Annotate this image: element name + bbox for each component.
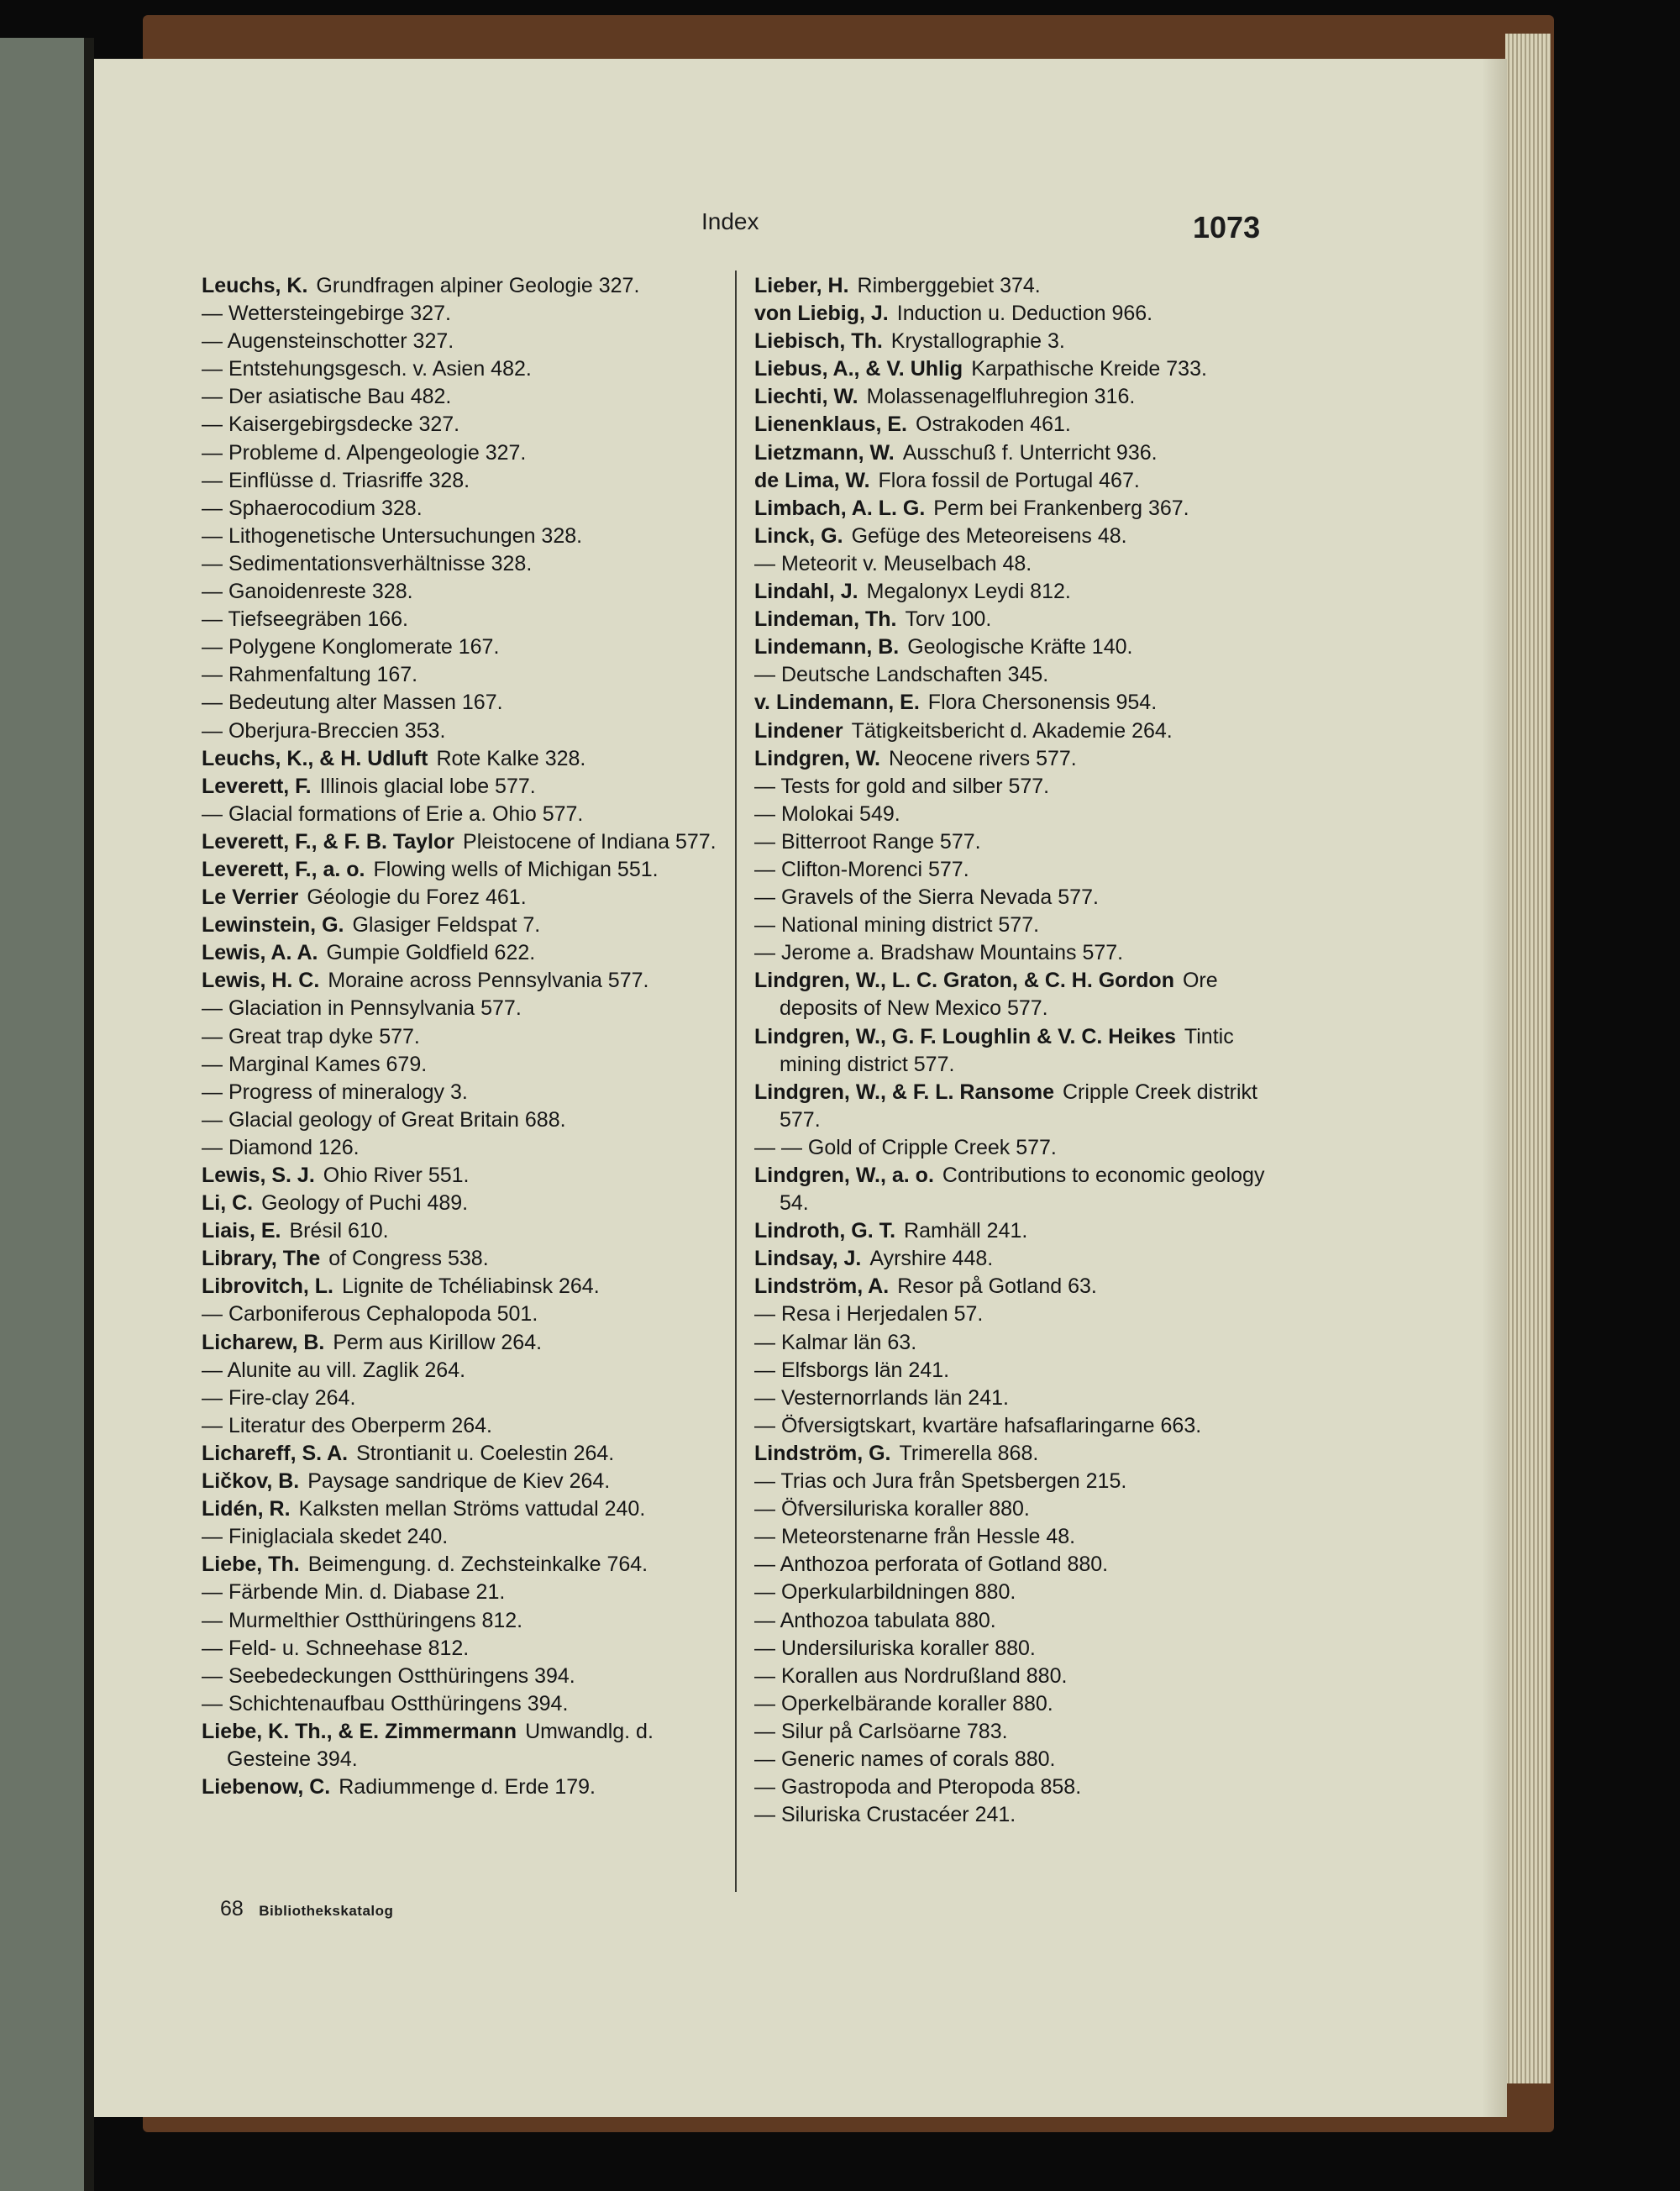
index-entry xyxy=(754,1746,1275,1773)
entry-title: — Great trap dyke 577. xyxy=(202,1024,420,1048)
entry-author: Liebe, K. Th., & E. Zimmermann xyxy=(202,1719,517,1743)
index-entry xyxy=(754,1300,1275,1328)
index-entry xyxy=(202,1079,722,1106)
entry-title: — Silur på Carlsöarne 783. xyxy=(754,1719,1008,1743)
index-entry xyxy=(202,1551,722,1579)
index-entry xyxy=(202,300,722,328)
entry-title: — Tests for gold and silber 577. xyxy=(754,774,1050,798)
index-entry xyxy=(754,1718,1275,1746)
index-entry xyxy=(202,355,722,383)
entry-title: — Wettersteingebirge 327. xyxy=(202,302,451,326)
entry-author: Lindgren, W. xyxy=(754,746,880,770)
index-entry xyxy=(202,661,722,689)
entry-author: Leverett, F., a. o. xyxy=(202,857,365,881)
entry-title: Megalonyx Leydi 812. xyxy=(866,580,1071,604)
index-entry xyxy=(754,1162,1275,1217)
entry-title: Umwandlg. d. Gesteine 394. xyxy=(227,1719,654,1771)
entry-author: Lewis, A. A. xyxy=(202,941,318,965)
index-entry xyxy=(202,1106,722,1134)
entry-title: — Molokai 549. xyxy=(754,801,900,826)
index-entry xyxy=(202,1579,722,1606)
entry-title: — Siluriska Crustacéer 241. xyxy=(754,1803,1016,1827)
entry-title: — Glacial formations of Erie a. Ohio 577. xyxy=(202,801,584,826)
index-entry xyxy=(202,912,722,939)
index-entry xyxy=(754,272,1275,300)
entry-title: — Glacial geology of Great Britain 688. xyxy=(202,1107,566,1132)
entry-title: Geology of Puchi 489. xyxy=(261,1191,469,1216)
index-entry xyxy=(202,1440,722,1468)
index-entry xyxy=(754,1273,1275,1300)
index-entry xyxy=(754,912,1275,939)
entry-title: Rote Kalke 328. xyxy=(436,746,586,770)
entry-title: Radiummenge d. Erde 179. xyxy=(339,1775,596,1800)
entry-author: Leuchs, K. xyxy=(202,274,308,297)
index-entry xyxy=(754,689,1275,717)
entry-author: von Liebig, J. xyxy=(754,302,889,326)
entry-title: Krystallographie 3. xyxy=(890,329,1065,354)
entry-title: Flora Chersonensis 954. xyxy=(927,691,1158,715)
entry-title: Neocene rivers 577. xyxy=(889,746,1077,770)
index-entry xyxy=(202,967,722,995)
entry-title: — Der asiatische Bau 482. xyxy=(202,385,452,409)
entry-author: Leuchs, K., & H. Udluft xyxy=(202,746,428,770)
entry-author: Leverett, F., & F. B. Taylor xyxy=(202,829,455,854)
index-entry xyxy=(202,689,722,717)
index-entry xyxy=(202,1273,722,1300)
index-entry xyxy=(754,967,1275,1022)
entry-title: — Progress of mineralogy 3. xyxy=(202,1080,468,1104)
index-entry xyxy=(754,856,1275,884)
entry-title: Ostrakoden 461. xyxy=(916,412,1071,437)
entry-title: Contributions to economic geology 54. xyxy=(780,1164,1265,1216)
entry-title: — Bedeutung alter Massen 167. xyxy=(202,691,503,715)
index-entry xyxy=(202,773,722,801)
entry-title: — Einflüsse d. Triasriffe 328. xyxy=(202,468,470,492)
entry-author: Liebisch, Th. xyxy=(754,329,883,354)
index-entry xyxy=(754,1384,1275,1412)
entry-title: — Anthozoa tabulata 880. xyxy=(754,1608,996,1632)
index-entry xyxy=(202,1690,722,1718)
index-entry xyxy=(754,1468,1275,1495)
index-entry xyxy=(202,717,722,745)
entry-author: Lindgren, W., a. o. xyxy=(754,1164,934,1187)
entry-title: — Rahmenfaltung 167. xyxy=(202,663,418,687)
index-entry xyxy=(202,1495,722,1523)
entry-author: Limbach, A. L. G. xyxy=(754,496,926,520)
index-entry xyxy=(754,1607,1275,1635)
entry-author: Leverett, F. xyxy=(202,774,312,798)
index-entry xyxy=(202,606,722,633)
index-entry xyxy=(202,1329,722,1357)
entry-title: Gefüge des Meteoreisens 48. xyxy=(851,523,1127,548)
entry-author: v. Lindemann, E. xyxy=(754,691,920,715)
entry-title: Pleistocene of Indiana 577. xyxy=(463,829,717,854)
index-entry xyxy=(202,1773,722,1801)
index-entry xyxy=(202,939,722,967)
page-stack-edge xyxy=(1505,34,1551,2083)
entry-title: — Schichtenaufbau Ostthüringens 394. xyxy=(202,1691,569,1715)
entry-title: — Öfversigtskart, kvartäre hafsaflaringarne 663. xyxy=(754,1413,1202,1437)
column-divider xyxy=(735,271,737,1892)
entry-title: Karpathische Kreide 733. xyxy=(971,357,1207,381)
entry-author: Liebus, A., & V. Uhlig xyxy=(754,357,963,381)
signature-label: Bibliothekskatalog xyxy=(259,1903,394,1919)
entry-title: — Korallen aus Nordrußland 880. xyxy=(754,1663,1068,1688)
index-entry xyxy=(754,828,1275,856)
index-entry xyxy=(754,773,1275,801)
entry-title: — Marginal Kames 679. xyxy=(202,1052,428,1076)
index-entry xyxy=(754,467,1275,495)
index-entry xyxy=(754,1357,1275,1384)
index-entry xyxy=(202,1134,722,1162)
entry-title: — National mining district 577. xyxy=(754,913,1040,938)
index-entry xyxy=(202,1635,722,1663)
entry-title: Perm aus Kirillow 264. xyxy=(333,1330,543,1354)
entry-title: — Diamond 126. xyxy=(202,1135,360,1159)
index-entry xyxy=(202,801,722,828)
entry-author: Lindström, G. xyxy=(754,1441,891,1465)
entry-title: Tintic mining district 577. xyxy=(780,1024,1234,1076)
entry-title: — Vesternorrlands län 241. xyxy=(754,1385,1009,1410)
entry-title: — Färbende Min. d. Diabase 21. xyxy=(202,1580,506,1605)
entry-author: Lidén, R. xyxy=(202,1497,291,1521)
entry-title: — Anthozoa perforata of Gotland 880. xyxy=(754,1553,1109,1577)
entry-author: Ličkov, B. xyxy=(202,1469,300,1494)
index-column-left xyxy=(202,272,722,1801)
entry-title: Géologie du Forez 461. xyxy=(307,885,527,910)
entry-author: Le Verrier xyxy=(202,885,299,910)
entry-title: — Ganoidenreste 328. xyxy=(202,580,413,604)
entry-title: Rimberggebiet 374. xyxy=(857,274,1041,297)
index-entry xyxy=(754,1690,1275,1718)
entry-author: Lindgren, W., L. C. Graton, & C. H. Gordon xyxy=(754,969,1174,993)
index-entry xyxy=(754,801,1275,828)
index-entry xyxy=(754,939,1275,967)
entry-title: Kalksten mellan Ströms vattudal 240. xyxy=(298,1497,646,1521)
index-entry xyxy=(202,550,722,578)
entry-title: Cripple Creek distrikt 577. xyxy=(780,1080,1257,1132)
index-entry xyxy=(202,1663,722,1690)
index-entry xyxy=(754,411,1275,439)
entry-title: Ohio River 551. xyxy=(323,1164,470,1187)
index-entry xyxy=(754,1217,1275,1245)
entry-author: Lindeman, Th. xyxy=(754,607,897,632)
entry-title: — Sphaerocodium 328. xyxy=(202,496,423,520)
entry-author: Linck, G. xyxy=(754,523,843,548)
entry-author: Liebe, Th. xyxy=(202,1553,300,1577)
entry-title: Torv 100. xyxy=(905,607,992,632)
index-entry xyxy=(202,1023,722,1051)
signature-number: 68 xyxy=(220,1897,244,1920)
entry-author: Lewinstein, G. xyxy=(202,913,344,938)
entry-title: — Augensteinschotter 327. xyxy=(202,329,454,354)
entry-title: Beimengung. d. Zechsteinkalke 764. xyxy=(307,1553,648,1577)
index-entry xyxy=(754,884,1275,912)
entry-author: Liais, E. xyxy=(202,1219,281,1243)
entry-author: Lienenklaus, E. xyxy=(754,412,908,437)
index-entry xyxy=(754,1579,1275,1606)
entry-author: Lichareff, S. A. xyxy=(202,1441,349,1465)
index-entry xyxy=(202,884,722,912)
entry-title: Perm bei Frankenberg 367. xyxy=(933,496,1189,520)
index-entry xyxy=(202,1468,722,1495)
index-entry xyxy=(754,550,1275,578)
entry-title: — Probleme d. Alpengeologie 327. xyxy=(202,440,527,465)
index-entry xyxy=(202,828,722,856)
index-entry xyxy=(202,1357,722,1384)
entry-title: — Kalmar län 63. xyxy=(754,1330,917,1354)
index-entry xyxy=(202,1245,722,1273)
index-entry xyxy=(202,328,722,355)
entry-title: — Meteorstenarne från Hessle 48. xyxy=(754,1525,1076,1549)
index-entry xyxy=(202,745,722,773)
index-entry xyxy=(754,578,1275,606)
entry-author: Lewis, S. J. xyxy=(202,1164,315,1187)
index-entry xyxy=(754,1801,1275,1829)
entry-title: — Lithogenetische Untersuchungen 328. xyxy=(202,523,583,548)
index-entry xyxy=(202,1217,722,1245)
entry-author: Liechti, W. xyxy=(754,385,858,409)
entry-title: Ore deposits of New Mexico 577. xyxy=(780,969,1218,1021)
index-entry xyxy=(202,1607,722,1635)
entry-title: Strontianit u. Coelestin 264. xyxy=(356,1441,615,1465)
index-entry xyxy=(202,523,722,550)
entry-title: of Congress 538. xyxy=(328,1247,489,1271)
entry-author: Lindener xyxy=(754,718,843,743)
entry-author: Lindroth, G. T. xyxy=(754,1219,896,1243)
entry-title: Lignite de Tchéliabinsk 264. xyxy=(341,1274,600,1299)
entry-author: Lindsay, J. xyxy=(754,1247,862,1271)
entry-title: — Gastropoda and Pteropoda 858. xyxy=(754,1775,1082,1800)
entry-author: Library, The xyxy=(202,1247,321,1271)
entry-title: — Generic names of corals 880. xyxy=(754,1747,1056,1771)
entry-title: — Tiefseegräben 166. xyxy=(202,607,408,632)
index-entry xyxy=(754,1663,1275,1690)
index-entry xyxy=(754,1551,1275,1579)
entry-title: — Sedimentationsverhältnisse 328. xyxy=(202,551,533,575)
entry-author: Lindemann, B. xyxy=(754,635,900,659)
entry-author: Lindahl, J. xyxy=(754,580,858,604)
entry-title: Trimerella 868. xyxy=(899,1441,1039,1465)
index-entry xyxy=(754,633,1275,661)
left-cover xyxy=(0,38,88,2191)
entry-title: — Fire-clay 264. xyxy=(202,1385,356,1410)
entry-title: — Bitterroot Range 577. xyxy=(754,829,981,854)
entry-title: — Elfsborgs län 241. xyxy=(754,1358,950,1382)
entry-title: — Kaisergebirgsdecke 327. xyxy=(202,412,460,437)
entry-title: — Entstehungsgesch. v. Asien 482. xyxy=(202,357,532,381)
index-entry xyxy=(754,355,1275,383)
entry-title: Ayrshire 448. xyxy=(869,1247,994,1271)
index-entry xyxy=(202,1718,722,1773)
entry-title: — Undersiluriska koraller 880. xyxy=(754,1636,1036,1660)
entry-title: — Deutsche Landschaften 345. xyxy=(754,663,1049,687)
index-entry xyxy=(202,856,722,884)
entry-title: — Gravels of the Sierra Nevada 577. xyxy=(754,885,1099,910)
index-entry xyxy=(754,1635,1275,1663)
entry-title: — Finiglaciala skedet 240. xyxy=(202,1525,449,1549)
index-entry xyxy=(202,272,722,300)
index-entry xyxy=(754,300,1275,328)
entry-title: Molassenagelfluhregion 316. xyxy=(866,385,1136,409)
index-entry xyxy=(754,1523,1275,1551)
entry-title: — Carboniferous Cephalopoda 501. xyxy=(202,1302,538,1327)
entry-title: Induction u. Deduction 966. xyxy=(896,302,1153,326)
index-entry xyxy=(202,1051,722,1079)
entry-author: Librovitch, L. xyxy=(202,1274,333,1299)
index-entry xyxy=(754,1440,1275,1468)
entry-title: — Jerome a. Bradshaw Mountains 577. xyxy=(754,941,1124,965)
index-entry xyxy=(202,995,722,1022)
entry-title: — Operkularbildningen 880. xyxy=(754,1580,1016,1605)
entry-title: — Öfversiluriska koraller 880. xyxy=(754,1497,1030,1521)
index-entry xyxy=(202,1190,722,1217)
index-entry xyxy=(202,578,722,606)
entry-author: Lindgren, W., G. F. Loughlin & V. C. Heikes xyxy=(754,1024,1176,1048)
index-entry xyxy=(202,1384,722,1412)
entry-title: — Oberjura-Breccien 353. xyxy=(202,718,446,743)
index-entry xyxy=(202,1523,722,1551)
entry-title: — Feld- u. Schneehase 812. xyxy=(202,1636,470,1660)
index-entry xyxy=(754,383,1275,411)
entry-title: Ramhäll 241. xyxy=(904,1219,1028,1243)
entry-title: Grundfragen alpiner Geologie 327. xyxy=(316,274,640,297)
entry-title: Moraine across Pennsylvania 577. xyxy=(328,969,649,993)
entry-title: — Clifton-Morenci 577. xyxy=(754,857,969,881)
index-entry xyxy=(202,1300,722,1328)
entry-title: — Polygene Konglomerate 167. xyxy=(202,635,500,659)
entry-title: — Glaciation in Pennsylvania 577. xyxy=(202,996,522,1021)
entry-title: Resor på Gotland 63. xyxy=(897,1274,1097,1299)
index-entry xyxy=(754,523,1275,550)
index-entry xyxy=(202,1412,722,1440)
index-entry xyxy=(202,467,722,495)
entry-author: Li, C. xyxy=(202,1191,254,1216)
index-entry xyxy=(754,1412,1275,1440)
entry-author: Lieber, H. xyxy=(754,274,849,297)
entry-author: Licharew, B. xyxy=(202,1330,325,1354)
entry-title: Glasiger Feldspat 7. xyxy=(352,913,541,938)
entry-title: — Operkelbärande koraller 880. xyxy=(754,1691,1053,1715)
index-entry xyxy=(754,1134,1275,1162)
index-entry xyxy=(754,1495,1275,1523)
index-entry xyxy=(754,1023,1275,1079)
page-number: 1073 xyxy=(1193,210,1261,244)
index-entry xyxy=(754,495,1275,523)
index-entry xyxy=(754,606,1275,633)
entry-title: — — Gold of Cripple Creek 577. xyxy=(754,1135,1057,1159)
index-column-right xyxy=(754,272,1275,1829)
index-entry xyxy=(754,439,1275,467)
entry-title: — Resa i Herjedalen 57. xyxy=(754,1302,984,1327)
entry-author: de Lima, W. xyxy=(754,468,870,492)
index-entry xyxy=(202,383,722,411)
entry-title: Flora fossil de Portugal 467. xyxy=(878,468,1140,492)
entry-title: Brésil 610. xyxy=(289,1219,389,1243)
index-entry xyxy=(754,1245,1275,1273)
entry-author: Liebenow, C. xyxy=(202,1775,331,1800)
index-entry xyxy=(202,411,722,439)
index-entry xyxy=(754,745,1275,773)
index-entry xyxy=(202,495,722,523)
left-cover-edge xyxy=(84,38,94,2191)
index-entry xyxy=(754,661,1275,689)
index-entry xyxy=(202,1162,722,1190)
entry-title: Gumpie Goldfield 622. xyxy=(326,941,536,965)
entry-author: Lindström, A. xyxy=(754,1274,890,1299)
entry-author: Lietzmann, W. xyxy=(754,440,895,465)
entry-title: — Meteorit v. Meuselbach 48. xyxy=(754,551,1032,575)
index-entry xyxy=(202,439,722,467)
entry-title: Illinois glacial lobe 577. xyxy=(319,774,536,798)
entry-title: Flowing wells of Michigan 551. xyxy=(373,857,659,881)
index-entry xyxy=(754,1329,1275,1357)
entry-title: — Murmelthier Ostthüringens 812. xyxy=(202,1608,523,1632)
signature-mark xyxy=(220,1897,393,1921)
entry-title: — Alunite au vill. Zaglik 264. xyxy=(202,1358,466,1382)
entry-author: Lewis, H. C. xyxy=(202,969,320,993)
entry-title: Tätigkeitsbericht d. Akademie 264. xyxy=(851,718,1173,743)
running-header: Index xyxy=(701,208,759,234)
entry-title: Paysage sandrique de Kiev 264. xyxy=(307,1469,611,1494)
entry-title: Ausschuß f. Unterricht 936. xyxy=(902,440,1158,465)
index-entry xyxy=(754,717,1275,745)
index-entry xyxy=(754,1773,1275,1801)
index-entry xyxy=(754,1079,1275,1134)
entry-title: Geologische Kräfte 140. xyxy=(907,635,1133,659)
index-entry xyxy=(202,633,722,661)
entry-author: Lindgren, W., & F. L. Ransome xyxy=(754,1080,1054,1104)
entry-title: — Literatur des Oberperm 264. xyxy=(202,1413,492,1437)
entry-title: — Seebedeckungen Ostthüringens 394. xyxy=(202,1663,575,1688)
entry-title: — Trias och Jura från Spetsbergen 215. xyxy=(754,1469,1127,1494)
index-entry xyxy=(754,328,1275,355)
